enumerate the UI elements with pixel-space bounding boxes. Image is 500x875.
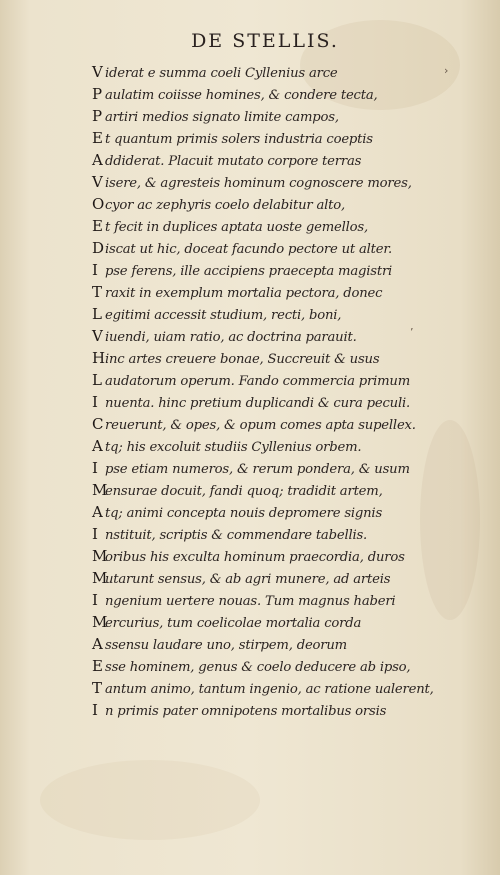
line-text: nstituit, scriptis & commendare tabellis. xyxy=(105,528,368,543)
line-text: oribus his exculta hominum praecordia, duros xyxy=(105,550,405,565)
verse-line xyxy=(92,611,452,633)
verse-line xyxy=(92,567,452,589)
line-text: ssensu laudare uno, stirpem, deorum xyxy=(105,638,347,653)
line-text: pse ferens, ille accipiens praecepta magistri xyxy=(105,264,393,279)
line-text: ngenium uertere nouas. Tum magnus haberi xyxy=(105,594,396,609)
line-initial: E xyxy=(92,217,103,235)
verse-line xyxy=(92,369,452,391)
line-text: aulatim coiisse homines, & condere tecta, xyxy=(105,88,378,103)
line-initial: L xyxy=(92,371,102,389)
line-initial: A xyxy=(92,151,103,169)
line-text: utarunt sensus, & ab agri munere, ad arteis xyxy=(105,572,391,587)
line-text: sse hominem, genus & coelo deducere ab ipso, xyxy=(105,660,411,675)
verse-line xyxy=(92,523,452,545)
line-initial: P xyxy=(92,107,102,125)
line-initial: A xyxy=(92,635,103,653)
line-initial: T xyxy=(92,679,102,697)
line-text: iuendi, uiam ratio, ac doctrina parauit. xyxy=(105,330,357,345)
line-initial: E xyxy=(92,129,103,147)
line-text: raxit in exemplum mortalia pectora, donec xyxy=(105,286,383,301)
line-text: audatorum operum. Fando commercia primum xyxy=(105,374,411,389)
verse-line xyxy=(92,83,452,105)
line-initial: I xyxy=(92,261,98,279)
line-text: cyor ac zephyris coelo delabitur alto, xyxy=(105,198,345,213)
line-initial: I xyxy=(92,701,98,719)
verse-line xyxy=(92,325,452,347)
line-text: reuerunt, & opes, & opum comes apta supellex. xyxy=(105,418,416,433)
line-text: isere, & agresteis hominum cognoscere mores, xyxy=(105,176,412,191)
verse-line xyxy=(92,677,452,699)
line-initial: A xyxy=(92,437,103,455)
line-initial: V xyxy=(92,327,103,345)
line-text: egitimi accessit studium, recti, boni, xyxy=(105,308,342,323)
verse-line xyxy=(92,347,452,369)
verse-line xyxy=(92,215,452,237)
line-initial: I xyxy=(92,459,98,477)
line-initial: D xyxy=(92,239,104,257)
line-initial: M xyxy=(92,481,108,499)
line-initial: O xyxy=(92,195,105,213)
line-initial: P xyxy=(92,85,102,103)
verse-line xyxy=(92,413,452,435)
line-initial: M xyxy=(92,569,108,587)
verse-line xyxy=(92,501,452,523)
margin-mark: › xyxy=(444,64,449,77)
verse-line xyxy=(92,149,452,171)
verse-line xyxy=(92,105,452,127)
line-initial: T xyxy=(92,283,102,301)
verse-line xyxy=(92,457,452,479)
line-text: artiri medios signato limite campos, xyxy=(105,110,339,125)
verse-line xyxy=(92,61,452,83)
line-initial: I xyxy=(92,525,98,543)
verse-line xyxy=(92,479,452,501)
line-text: n primis pater omnipotens mortalibus orsis xyxy=(105,704,387,719)
line-initial: I xyxy=(92,591,98,609)
line-initial: A xyxy=(92,503,103,521)
paper-stain xyxy=(40,760,260,840)
line-initial: E xyxy=(92,657,103,675)
line-text: nuenta. hinc pretium duplicandi & cura peculi. xyxy=(105,396,410,411)
line-text: t quantum primis solers industria coeptis xyxy=(105,132,373,147)
verse-line xyxy=(92,171,452,193)
line-text: iderat e summa coeli Cyllenius arce xyxy=(105,66,338,81)
line-text: t fecit in duplices aptata uoste gemellos, xyxy=(105,220,368,235)
line-text: antum animo, tantum ingenio, ac ratione ualerent, xyxy=(105,682,434,697)
line-text: tq; his excoluit studiis Cyllenius orbem. xyxy=(105,440,362,455)
line-text: inc artes creuere bonae, Succreuit & usus xyxy=(105,352,380,367)
line-text: pse etiam numeros, & rerum pondera, & usum xyxy=(105,462,410,477)
line-text: ercurius, tum coelicolae mortalia corda xyxy=(105,616,362,631)
line-text: ensurae docuit, fandi quoq; tradidit artem, xyxy=(105,484,383,499)
line-text: tq; animi concepta nouis depromere signis xyxy=(105,506,383,521)
margin-mark: ’ xyxy=(410,326,414,339)
line-text: iscat ut hic, doceat facundo pectore ut alter. xyxy=(105,242,392,257)
verse-line xyxy=(92,633,452,655)
line-initial: H xyxy=(92,349,105,367)
line-initial: M xyxy=(92,547,108,565)
verse-block xyxy=(92,61,452,721)
verse-line xyxy=(92,699,452,721)
line-initial: I xyxy=(92,393,98,411)
verse-line xyxy=(92,127,452,149)
verse-line xyxy=(92,303,452,325)
line-initial: V xyxy=(92,173,103,191)
verse-line xyxy=(92,435,452,457)
verse-line xyxy=(92,545,452,567)
line-initial: L xyxy=(92,305,102,323)
verse-line xyxy=(92,589,452,611)
verse-line xyxy=(92,281,452,303)
line-text: ddiderat. Placuit mutato corpore terras xyxy=(105,154,362,169)
line-initial: M xyxy=(92,613,108,631)
verse-line xyxy=(92,259,452,281)
line-initial: C xyxy=(92,415,104,433)
line-initial: V xyxy=(92,63,103,81)
verse-line xyxy=(92,237,452,259)
verse-line xyxy=(92,193,452,215)
running-head: DE STELLIS. xyxy=(191,30,339,52)
verse-line xyxy=(92,391,452,413)
verse-line xyxy=(92,655,452,677)
